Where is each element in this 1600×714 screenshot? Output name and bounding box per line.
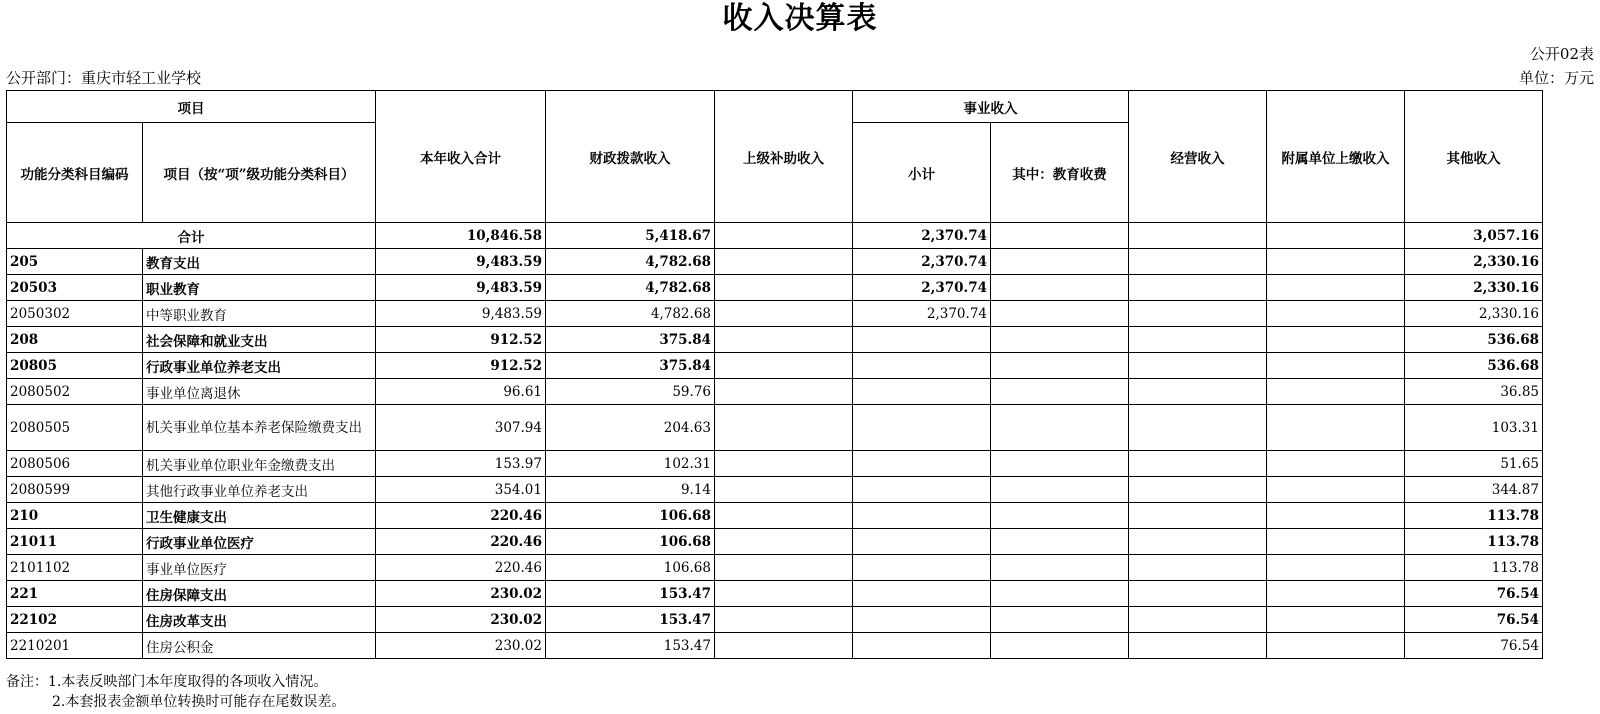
item-name-cell: 其他行政事业单位养老支出 [143, 477, 376, 503]
func-code-cell: 2050302 [7, 301, 143, 327]
fiscal-cell: 106.68 [546, 503, 715, 529]
operating-cell [1129, 379, 1267, 405]
superior-cell [715, 581, 853, 607]
affiliated-cell [1267, 249, 1405, 275]
superior-cell [715, 327, 853, 353]
total-income-cell: 153.97 [376, 451, 546, 477]
total-operating-cell [1129, 223, 1267, 249]
total-income-cell: 220.46 [376, 503, 546, 529]
table-row [7, 327, 1600, 353]
fiscal-cell: 375.84 [546, 353, 715, 379]
fiscal-cell: 59.76 [546, 379, 715, 405]
table-row [7, 275, 1600, 301]
subtotal-cell [853, 379, 991, 405]
affiliated-cell [1267, 451, 1405, 477]
affiliated-cell [1267, 477, 1405, 503]
item-name-cell: 住房改革支出 [143, 607, 376, 633]
subtotal-cell [853, 451, 991, 477]
affiliated-cell [1267, 301, 1405, 327]
item-name-cell: 事业单位医疗 [143, 555, 376, 581]
subtotal-cell: 2,370.74 [853, 301, 991, 327]
superior-cell [715, 249, 853, 275]
operating-cell [1129, 503, 1267, 529]
header-affiliated: 附属单位上缴收入 [1267, 91, 1405, 223]
other-cell: 113.78 [1405, 503, 1543, 529]
item-name-cell: 事业单位离退休 [143, 379, 376, 405]
other-cell: 2,330.16 [1405, 275, 1543, 301]
table-row [7, 503, 1600, 529]
subtotal-cell [853, 405, 991, 451]
total-income-cell: 912.52 [376, 327, 546, 353]
func-code-cell: 20503 [7, 275, 143, 301]
header-subtotal: 小计 [853, 123, 991, 223]
total-income-cell: 9,483.59 [376, 249, 546, 275]
affiliated-cell [1267, 353, 1405, 379]
total-income-cell: 230.02 [376, 581, 546, 607]
affiliated-cell [1267, 555, 1405, 581]
subtotal-cell [853, 607, 991, 633]
superior-cell [715, 633, 853, 659]
edu-fee-cell [991, 581, 1129, 607]
edu-fee-cell [991, 327, 1129, 353]
total-label: 合计 [7, 223, 376, 249]
header-superior-subsidy: 上级补助收入 [715, 91, 853, 223]
other-cell: 103.31 [1405, 405, 1543, 451]
subtotal-cell [853, 581, 991, 607]
other-cell: 344.87 [1405, 477, 1543, 503]
other-cell: 536.68 [1405, 327, 1543, 353]
subtotal-cell [853, 353, 991, 379]
func-code-cell: 20805 [7, 353, 143, 379]
item-name-cell: 社会保障和就业支出 [143, 327, 376, 353]
table-row [7, 301, 1600, 327]
affiliated-cell [1267, 607, 1405, 633]
edu-fee-cell [991, 301, 1129, 327]
operating-cell [1129, 529, 1267, 555]
item-name-cell: 住房公积金 [143, 633, 376, 659]
table-row [7, 529, 1600, 555]
edu-fee-cell [991, 379, 1129, 405]
other-cell: 76.54 [1405, 633, 1543, 659]
edu-fee-cell [991, 607, 1129, 633]
operating-cell [1129, 301, 1267, 327]
total-affiliated-cell [1267, 223, 1405, 249]
total-row [7, 223, 1600, 249]
superior-cell [715, 405, 853, 451]
item-name-cell: 住房保障支出 [143, 581, 376, 607]
subtotal-cell [853, 633, 991, 659]
func-code-cell: 221 [7, 581, 143, 607]
total-income-cell: 354.01 [376, 477, 546, 503]
income-table [6, 90, 1600, 659]
edu-fee-cell [991, 275, 1129, 301]
total-superior-cell [715, 223, 853, 249]
item-name-cell: 教育支出 [143, 249, 376, 275]
subtotal-cell [853, 503, 991, 529]
subtotal-cell [853, 529, 991, 555]
operating-cell [1129, 353, 1267, 379]
fiscal-cell: 106.68 [546, 555, 715, 581]
edu-fee-cell [991, 477, 1129, 503]
item-name-cell: 中等职业教育 [143, 301, 376, 327]
header-total-income: 本年收入合计 [376, 91, 546, 223]
header-item-name: 项目（按“项”级功能分类科目） [143, 123, 376, 223]
edu-fee-cell [991, 451, 1129, 477]
edu-fee-cell [991, 405, 1129, 451]
item-name-cell: 职业教育 [143, 275, 376, 301]
subtotal-cell [853, 477, 991, 503]
edu-fee-cell [991, 633, 1129, 659]
total-income-cell: 220.46 [376, 529, 546, 555]
header-other: 其他收入 [1405, 91, 1543, 223]
table-body [7, 223, 1600, 659]
fiscal-cell: 153.47 [546, 581, 715, 607]
item-name-cell: 机关事业单位基本养老保险缴费支出 [143, 405, 376, 451]
func-code-cell: 2210201 [7, 633, 143, 659]
subtotal-cell [853, 327, 991, 353]
func-code-cell: 21011 [7, 529, 143, 555]
table-header [7, 91, 1600, 223]
edu-fee-cell [991, 503, 1129, 529]
total-income-cell: 9,483.59 [376, 275, 546, 301]
affiliated-cell [1267, 405, 1405, 451]
func-code-cell: 2080506 [7, 451, 143, 477]
total-income-cell: 10,846.58 [376, 223, 546, 249]
other-cell: 2,330.16 [1405, 301, 1543, 327]
table-row [7, 633, 1600, 659]
item-name-cell: 机关事业单位职业年金缴费支出 [143, 451, 376, 477]
func-code-cell: 2080599 [7, 477, 143, 503]
fiscal-cell: 4,782.68 [546, 275, 715, 301]
total-income-cell: 220.46 [376, 555, 546, 581]
superior-cell [715, 301, 853, 327]
operating-cell [1129, 633, 1267, 659]
superior-cell [715, 503, 853, 529]
header-item-group: 项目 [7, 91, 376, 123]
note-line-1: 备注：1.本表反映部门本年度取得的各项收入情况。 [6, 674, 328, 690]
other-cell: 113.78 [1405, 529, 1543, 555]
item-name-cell: 行政事业单位养老支出 [143, 353, 376, 379]
table-row [7, 353, 1600, 379]
subtotal-cell: 2,370.74 [853, 249, 991, 275]
other-cell: 2,330.16 [1405, 249, 1543, 275]
func-code-cell: 2101102 [7, 555, 143, 581]
superior-cell [715, 607, 853, 633]
superior-cell [715, 353, 853, 379]
operating-cell [1129, 581, 1267, 607]
other-cell: 51.65 [1405, 451, 1543, 477]
func-code-cell: 205 [7, 249, 143, 275]
page-title: 收入决算表 [722, 1, 878, 36]
operating-cell [1129, 249, 1267, 275]
note-line-2: 2.本套报表金额单位转换时可能存在尾数误差。 [52, 694, 346, 710]
operating-cell [1129, 275, 1267, 301]
total-edu-fee-cell [991, 223, 1129, 249]
affiliated-cell [1267, 379, 1405, 405]
unit-label: 单位：万元 [1518, 69, 1594, 87]
fiscal-cell: 4,782.68 [546, 301, 715, 327]
superior-cell [715, 379, 853, 405]
header-business-group: 事业收入 [853, 91, 1129, 123]
other-cell: 536.68 [1405, 353, 1543, 379]
total-fiscal-cell: 5,418.67 [546, 223, 715, 249]
header-education-fee: 其中：教育收费 [991, 123, 1129, 223]
operating-cell [1129, 555, 1267, 581]
affiliated-cell [1267, 275, 1405, 301]
affiliated-cell [1267, 633, 1405, 659]
superior-cell [715, 477, 853, 503]
table-row [7, 581, 1600, 607]
table-row [7, 477, 1600, 503]
operating-cell [1129, 327, 1267, 353]
total-income-cell: 307.94 [376, 405, 546, 451]
affiliated-cell [1267, 327, 1405, 353]
fiscal-cell: 204.63 [546, 405, 715, 451]
func-code-cell: 22102 [7, 607, 143, 633]
superior-cell [715, 555, 853, 581]
table-row [7, 451, 1600, 477]
header-func-code: 功能分类科目编码 [7, 123, 143, 223]
department-label: 公开部门：重庆市轻工业学校 [6, 69, 202, 87]
fiscal-cell: 4,782.68 [546, 249, 715, 275]
operating-cell [1129, 451, 1267, 477]
operating-cell [1129, 477, 1267, 503]
total-income-cell: 230.02 [376, 607, 546, 633]
subtotal-cell [853, 555, 991, 581]
func-code-cell: 208 [7, 327, 143, 353]
edu-fee-cell [991, 353, 1129, 379]
table-row [7, 405, 1600, 451]
total-income-cell: 912.52 [376, 353, 546, 379]
fiscal-cell: 106.68 [546, 529, 715, 555]
fiscal-cell: 375.84 [546, 327, 715, 353]
superior-cell [715, 275, 853, 301]
affiliated-cell [1267, 503, 1405, 529]
func-code-cell: 2080505 [7, 405, 143, 451]
total-income-cell: 230.02 [376, 633, 546, 659]
edu-fee-cell [991, 529, 1129, 555]
item-name-cell: 卫生健康支出 [143, 503, 376, 529]
operating-cell [1129, 607, 1267, 633]
fiscal-cell: 153.47 [546, 633, 715, 659]
header-fiscal: 财政拨款收入 [546, 91, 715, 223]
table-row [7, 249, 1600, 275]
other-cell: 113.78 [1405, 555, 1543, 581]
superior-cell [715, 529, 853, 555]
total-other-cell: 3,057.16 [1405, 223, 1543, 249]
form-number: 公开02表 [1529, 45, 1594, 63]
header-operating: 经营收入 [1129, 91, 1267, 223]
other-cell: 76.54 [1405, 581, 1543, 607]
other-cell: 36.85 [1405, 379, 1543, 405]
table-row [7, 555, 1600, 581]
fiscal-cell: 153.47 [546, 607, 715, 633]
table-row [7, 379, 1600, 405]
operating-cell [1129, 405, 1267, 451]
superior-cell [715, 451, 853, 477]
fiscal-cell: 9.14 [546, 477, 715, 503]
total-subtotal-cell: 2,370.74 [853, 223, 991, 249]
total-income-cell: 96.61 [376, 379, 546, 405]
notes [6, 672, 345, 712]
other-cell: 76.54 [1405, 607, 1543, 633]
subtotal-cell: 2,370.74 [853, 275, 991, 301]
edu-fee-cell [991, 555, 1129, 581]
affiliated-cell [1267, 529, 1405, 555]
table-row [7, 607, 1600, 633]
item-name-cell: 行政事业单位医疗 [143, 529, 376, 555]
func-code-cell: 2080502 [7, 379, 143, 405]
total-income-cell: 9,483.59 [376, 301, 546, 327]
edu-fee-cell [991, 249, 1129, 275]
func-code-cell: 210 [7, 503, 143, 529]
fiscal-cell: 102.31 [546, 451, 715, 477]
affiliated-cell [1267, 581, 1405, 607]
